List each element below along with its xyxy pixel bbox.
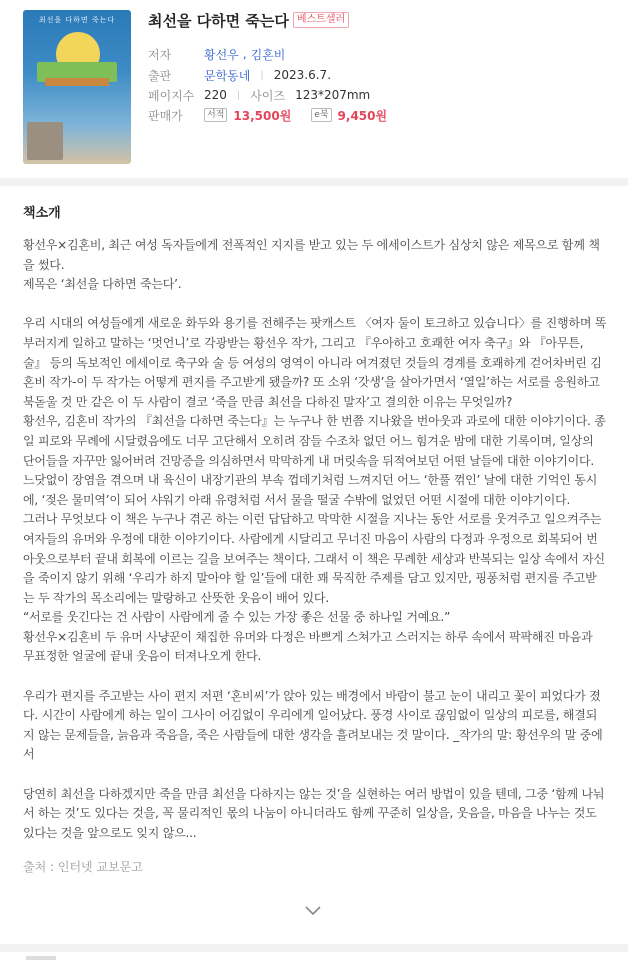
- cover-authors-photo: [27, 122, 63, 160]
- book-header: [0, 0, 628, 178]
- intro-paragraph: 황선우, 김혼비 작가의 『최선을 다하면 죽는다』는 누구나 한 번쯤 지나왔을 번아웃과 과로에 대한 이야기이다. 종일 피로와 무례에 시달렸음에도 너무 고단해서 오히려 잠들 수조차 없던 어느 힘겨운 밤에 대한 기록이며, 일상의 단어들을 자꾸만 잃어버려 건망증을 의심하면서 막막하게 내 머릿속을 뒤적여보던 어떤 날들에 대한 이야기이다. 느닷없이 장염을 겪으며 내 육신이 내장기관의 부속 껍데기처럼 느껴지던 어느 ‘한풀 꺾인’ 날에 대한 기억인 동시에, ‘젖은 물미역’이 되어 샤워기 아래 유령처럼 서서 물을 떨굴 수밖에 없었던 어떤 시절에 대한 이야기이다.: [23, 414, 606, 507]
- intro-paragraph: 우리 시대의 여성들에게 새로운 화두와 용기를 전해주는 팟캐스트 〈여자 둘이 토크하고 있습니다〉를 진행하며 똑부러지게 일하고 말하는 ‘멋언니’로 각광받는 황선우 작가, 그리고 『우아하고 호쾌한 여자 축구』와 『아무튼, 술』 등의 독보적인 에세이로 축구와 술 등 여성의 영역이 아니라 여겨졌던 것들의 경계를 호쾌하게 걷어차버린 김혼비 작가-이 두 작가는 어떻게 편지를 주고받게 됐을까? 또 소위 ‘갓생’을 살아가면서 ‘열일’하는 서로를 응원하고 북돋울 것 만 같은 이 두 사람이 결코 ‘죽을 만큼 최선을 다하진 말자’고 결의한 이유는 무엇일까?: [23, 316, 607, 409]
- intro-paragraph: 황선우×김혼비 두 유머 사냥꾼이 채집한 유머와 다정은 바쁘게 스쳐가고 스러지는 하루 속에서 팍팍해진 마음과 무표정한 얼굴에 끝내 웃음이 터져나오게 한다.: [23, 629, 593, 664]
- paragraph-gap: [23, 295, 607, 315]
- meta-divider: |: [236, 89, 241, 101]
- publisher-label: 출판: [148, 68, 172, 83]
- chevron-down-icon: [305, 906, 321, 916]
- ebook-tag: e북: [311, 108, 331, 122]
- title-row: [148, 10, 349, 30]
- intro-paragraph: 당연히 최선을 다하겠지만 죽을 만큼 최선을 다하지는 않는 것’을 실현하는 여러 방법이 있을 텐데, 그중 ‘함께 나눠서 하는 것’도 있다는 것을, 꼭 물리적인 몫의 나눔이 아니더라도 함께 꾸준히 일상을, 웃음을, 마음을 나누는 것도 있다는 것을 앞으로도 잊지 않으...: [23, 786, 605, 840]
- pages-value: 220: [204, 88, 227, 102]
- pages-row: [148, 86, 370, 104]
- price-row: [148, 106, 407, 124]
- ebook-price[interactable]: 9,450원: [337, 108, 388, 123]
- cover-bench-art: [45, 78, 109, 86]
- cover-title-text: 최선을 다하면 죽는다: [38, 16, 116, 24]
- bestseller-badge: 베스트셀러: [293, 12, 349, 28]
- price-label: 판매가: [148, 108, 183, 123]
- intro-quote: “서로를 웃긴다는 건 사람이 사람에게 줄 수 있는 가장 좋은 선물 중 하나일 거예요.”: [23, 610, 451, 625]
- publisher-row: [148, 66, 331, 84]
- book-intro-content: [23, 236, 607, 843]
- publisher-link[interactable]: 문학동네: [204, 68, 251, 83]
- publish-date: 2023.6.7.: [273, 68, 332, 82]
- author-link-2[interactable]: 김혼비: [250, 47, 286, 62]
- source-credit: 출처 : 인터넷 교보문고: [23, 860, 143, 874]
- meta-divider: |: [260, 69, 264, 81]
- authors-label: 저자: [148, 47, 172, 62]
- next-section-heading: [26, 956, 56, 960]
- size-label: 사이즈: [250, 88, 286, 103]
- print-book-price[interactable]: 13,500원: [233, 108, 292, 123]
- intro-paragraph: 우리가 편지를 주고받는 사이 편지 저편 ‘혼비씨’가 앉아 있는 배경에서 바람이 불고 눈이 내리고 꽃이 피었다가 졌다. 시간이 사람에게 하는 일이 그사이 어김없이 우리에게 일어났다. 풍경 사이로 끊임없이 일상의 피로를, 해결되지 않는 문제들을, 늙음과 죽음을, 죽은 사람들에 대한 생각을 흘려보내는 것 말이다. _작가의 말: 황선우의 말 중에서: [23, 688, 603, 762]
- author-separator: ,: [242, 47, 247, 61]
- book-intro-title: 책소개: [23, 206, 61, 221]
- section-divider: [0, 944, 628, 952]
- intro-paragraph: 그러나 무엇보다 이 책은 누구나 겪곤 하는 이런 답답하고 막막한 시절을 지나는 동안 서로를 웃겨주고 일으켜주는 여자들의 유머와 우정에 대한 이야기이다. 사람에게 시달리고 무너진 마음이 사람의 다정과 우정으로 회복되어 번아웃으로부터 끝내 회복에 이르는 길을 보여주는 책이다. 그래서 이 책은 무례한 세상과 반복되는 일상 속에서 자신을 죽이지 않기 위해 ‘우리가 하지 말아야 할 일’들에 대한 꽤 묵직한 주제를 담고 있지만, 핑퐁처럼 편지를 주고받는 두 작가의 목소리에는 말랑하고 산뜻한 웃음이 배어 있다.: [23, 512, 605, 605]
- paragraph-gap: [23, 765, 607, 785]
- intro-paragraph: 황선우×김혼비, 최근 여성 독자들에게 전폭적인 지지를 받고 있는 두 에세이스트가 심상치 않은 제목으로 함께 책을 썼다.: [23, 238, 600, 272]
- size-value: 123*207mm: [295, 88, 371, 102]
- pages-label: 페이지수: [148, 88, 195, 103]
- expand-more-button[interactable]: [304, 902, 322, 920]
- paragraph-gap: [23, 667, 607, 687]
- intro-paragraph: 제목은 ‘최선을 다하면 죽는다’.: [23, 277, 182, 292]
- authors-row: [148, 45, 285, 63]
- print-book-tag: 서적: [204, 108, 227, 122]
- book-title: 최선을 다하면 죽는다: [148, 11, 289, 30]
- book-cover-image[interactable]: [23, 10, 131, 164]
- section-divider: [0, 178, 628, 186]
- author-link-1[interactable]: 황선우: [204, 47, 239, 62]
